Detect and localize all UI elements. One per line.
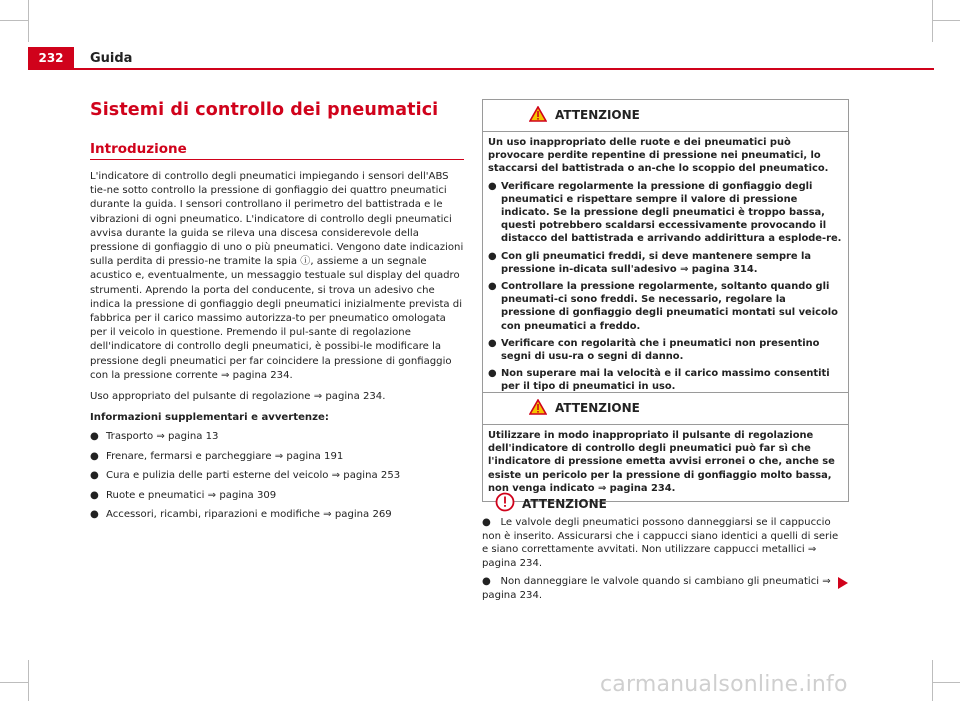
warning-header <box>483 100 848 132</box>
bullet-icon: ● <box>482 517 491 528</box>
info-link[interactable]: Ruote e pneumatici ⇒ pagina 309 <box>106 489 277 501</box>
bullet-icon: ● <box>90 450 99 462</box>
bullet-icon: ● <box>488 180 497 192</box>
bullet-icon: ● <box>488 250 497 262</box>
caution-title: ATTENZIONE <box>522 497 607 511</box>
crop-mark <box>932 20 960 21</box>
warning-body <box>483 425 848 501</box>
bullet-icon: ● <box>90 509 99 521</box>
info-link[interactable]: Frenare, fermarsi e parcheggiare ⇒ pagina 191 <box>106 450 344 462</box>
warning-text: Utilizzare in modo inappropriato il pulsante di regolazione dell'indicatore di controllo degli pneumatici può far sì che l'indicatore di pressione emetta avvisi erronei o che, anche se esiste un pericolo per la pressione di gonfiaggio molto bassa, non venga indicato ⇒ pagina 234. <box>488 430 835 494</box>
bullet-icon: ● <box>90 470 99 482</box>
bullet-icon: ● <box>488 368 497 380</box>
warning-item: Verificare con regolarità che i pneumatici non presentino segni di usu-ra o segni di danno. <box>501 337 820 363</box>
watermark: carmanualsonline.info <box>600 672 848 697</box>
warning-item: Verificare regolarmente la pressione di gonfiaggio degli pneumatici e rispettare sempre il valore di pressione indicato. Se la pressione degli pneumatici è troppo bassa, questi potrebbero scaldarsi eccessivamente provocando il distacco del battistrada e arrivando addirittura a esplode-re. <box>501 180 842 245</box>
subtitle-rule <box>90 159 464 160</box>
list-item <box>482 575 844 602</box>
crop-mark <box>0 20 28 21</box>
crop-mark <box>932 0 933 42</box>
list-item <box>90 508 464 522</box>
caution-item: Non danneggiare le valvole quando si cambiano gli pneumatici ⇒ pagina 234. <box>482 576 831 601</box>
running-head: Guida <box>90 51 133 66</box>
bullet-icon: ● <box>482 576 491 587</box>
list-item <box>90 469 464 483</box>
list-item <box>488 367 843 393</box>
warning-triangle-icon <box>529 399 547 419</box>
warning-intro: Un uso inappropriato delle ruote e dei pneumatici può provocare perdite repentine di pressione nei pneumatici, lo staccarsi del battistrada o an-che lo scoppio del pneumatico. <box>488 137 829 175</box>
info-list <box>90 430 464 522</box>
warning-title: ATTENZIONE <box>555 401 640 415</box>
info-heading: Informazioni supplementari e avvertenze: <box>90 412 329 424</box>
intro-paragraph: L'indicatore di controllo degli pneumatici impiegando i sensori dell'ABS tie-ne sotto controllo la pressione di gonfiaggio dei quattro pneumatici durante la guida. I sensori controllano il perimetro del battistrada e le vibrazioni di ogni pneumatico. L'indicatore di controllo degli pneumatici avvisa durante la guida se rileva una discesa considerevole della pressione di gonfiaggio di uno o più pneumatici. Vengono date indicazioni sulla perdita di pressio-ne tramite la spia ⓘ, assieme a un segnale acustico e, eventualmente, un messaggio testuale sul display del quadro strumenti. Aprendo la porta del conducente, si trova un adesivo che indica la pressione di gonfiaggio degli pneumatici inizialmente prevista di fabbrica per il carico massimo autorizza-to per pneumatico omologata per il veicolo in questione. Premendo il pul-sante di regolazione dell'indicatore di controllo degli pneumatici, è possibi-le modificare la pressione degli pneumatici per far coincidere la pressione di gonfiaggio con la pressione corrente ⇒ pagina 234. <box>90 171 464 381</box>
crop-mark <box>0 682 28 683</box>
continue-arrow-icon <box>838 574 848 593</box>
bullet-icon: ● <box>90 431 99 443</box>
usage-note: Uso appropriato del pulsante di regolazione ⇒ pagina 234. <box>90 391 386 403</box>
info-link[interactable]: Accessori, ricambi, riparazioni e modifiche ⇒ pagina 269 <box>106 509 392 521</box>
list-item <box>482 516 844 570</box>
section-subtitle: Introduzione <box>90 141 187 157</box>
list-item <box>488 250 843 276</box>
list-item <box>488 337 843 363</box>
warning-title: ATTENZIONE <box>555 108 640 122</box>
warning-header <box>483 393 848 425</box>
warning-item: Con gli pneumatici freddi, si deve mantenere sempre la pressione in-dicata sull'adesivo ⇒ pagina 314. <box>501 250 812 275</box>
bullet-icon: ● <box>488 281 497 293</box>
info-link[interactable]: Trasporto ⇒ pagina 13 <box>106 431 219 443</box>
warning-item: Controllare la pressione regolarmente, soltanto quando gli pneumati-ci sono freddi. Se necessario, regolare la pressione di gonfiaggio degli pneumatici montati sul veicolo con pneumatici a freddo. <box>501 281 838 332</box>
crop-mark <box>28 20 29 42</box>
crop-mark <box>28 0 29 20</box>
list-item <box>90 489 464 503</box>
list-item <box>90 430 464 444</box>
caution-circle-icon <box>495 492 515 516</box>
warning-triangle-icon <box>529 106 547 126</box>
info-link[interactable]: Cura e pulizia delle parti esterne del veicolo ⇒ pagina 253 <box>106 470 401 482</box>
crop-mark <box>932 660 933 701</box>
crop-mark <box>28 660 29 701</box>
section-title: Sistemi di controllo dei pneumatici <box>90 100 439 120</box>
crop-mark <box>932 682 960 683</box>
header-rule <box>28 68 934 70</box>
warning-item: Non superare mai la velocità e il carico massimo consentiti per il tipo di pneumatici in uso. <box>501 368 830 393</box>
page-number: 232 <box>28 47 74 69</box>
bullet-icon: ● <box>488 337 497 349</box>
list-item <box>488 180 843 246</box>
intro-column <box>90 170 464 527</box>
bullet-icon: ● <box>90 489 99 501</box>
caution-body <box>482 516 844 607</box>
warning-body <box>483 132 848 400</box>
list-item <box>90 450 464 464</box>
warning-box-1 <box>482 99 849 401</box>
caution-item: Le valvole degli pneumatici possono danneggiarsi se il cappuccio non è inserito. Assicurarsi che i cappucci siano identici a quelli di serie e siano correttamente avvitati. Non utilizzare cappucci metallici ⇒ pagina 234. <box>482 517 839 569</box>
list-item <box>488 280 843 333</box>
warning-box-2 <box>482 392 849 502</box>
